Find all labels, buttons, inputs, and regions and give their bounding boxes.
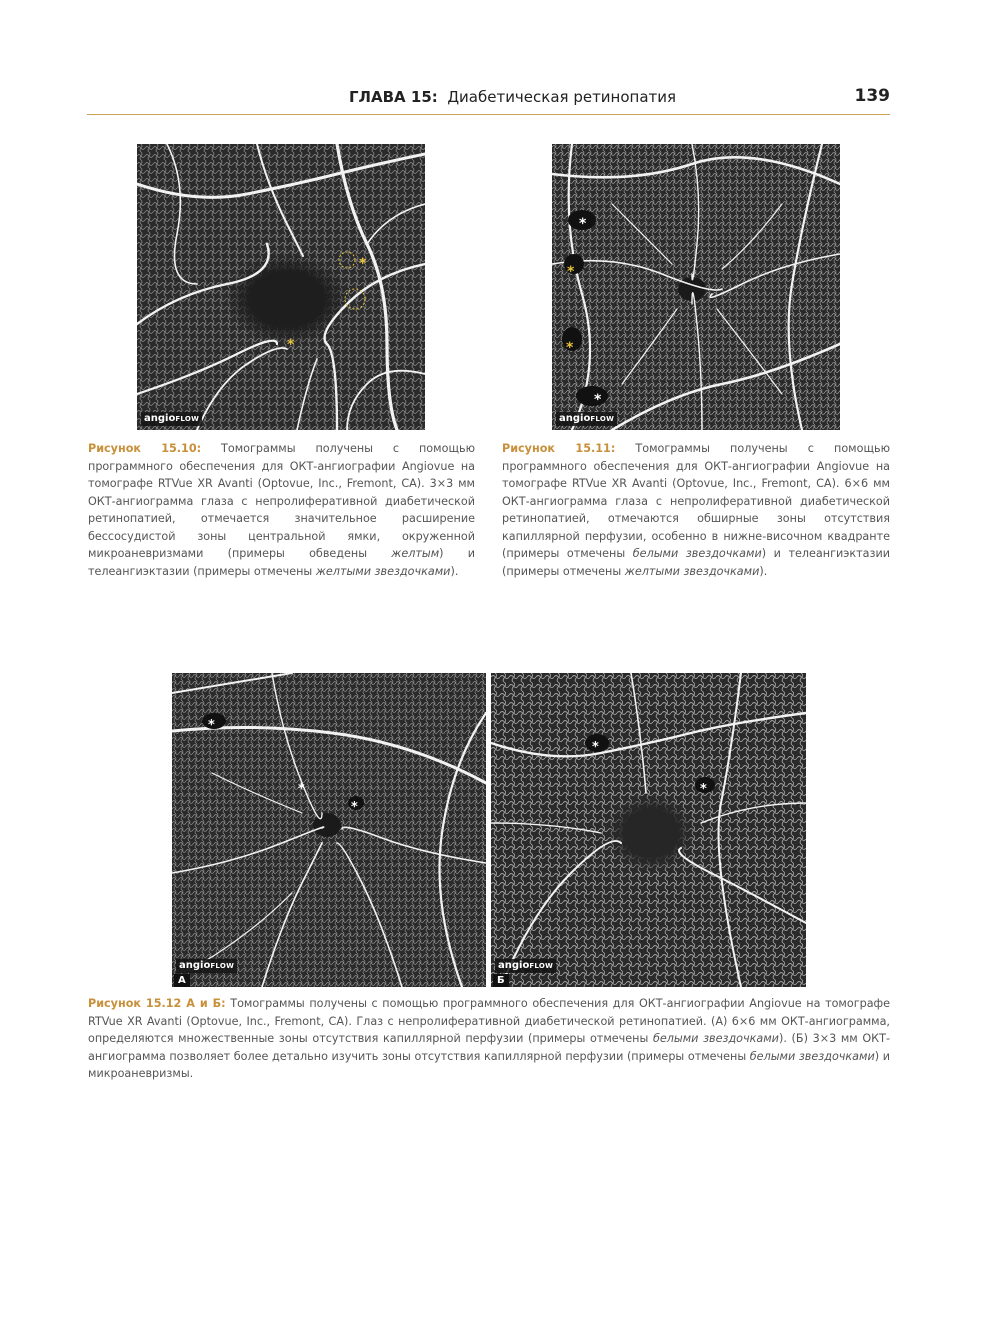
yellow-star-marker: * — [287, 337, 295, 353]
white-star-marker: * — [594, 392, 602, 408]
white-star-marker: * — [700, 782, 707, 797]
yellow-star-marker: * — [567, 264, 575, 280]
figure-15-10-image — [137, 144, 425, 430]
white-star-marker: * — [579, 216, 587, 232]
running-header — [87, 86, 890, 115]
figure-15-10-caption: Рисунок 15.10: Томограммы получены с помощью программного обеспечения для ОКТ-ангиографии Angiovue на томографе RTVue XR Avanti (Optovue, Inc., Fremont, CA). 3×3 мм ОКТ-ангиограмма глаза с непролиферативной диабетической ретинопатией, отмечается значительное расширение бессосудистой зоны центральной ямки, окруженной микроаневризмами (примеры обведены желтым) и телеангиэктазии (примеры отмечены желтыми звездочками). — [88, 442, 475, 578]
white-star-marker: * — [298, 782, 305, 797]
figure-15-12-caption: Рисунок 15.12 А и Б: Томограммы получены с помощью программного обеспечения для ОКТ-ангиографии Angiovue на томографе RTVue XR Avanti (Optovue, Inc., Fremont, CA). Глаз с непролиферативной диабетической ретинопатией. (А) 6×6 мм ОКТ-ангиограмма, определяются множественные зоны отсутствия капиллярной перфузии (примеры отмечены белыми звездочками). (Б) 3×3 мм ОКТ-ангиограмма позволяет более детально изучить зоны отсутствия капиллярной перфузии (примеры отмечены белыми звездочками) и микроаневризмы. — [88, 997, 890, 1080]
figure-label: Рисунок 15.12 А и Б: — [88, 997, 226, 1010]
yellow-star-marker: * — [359, 256, 367, 272]
angioflow-logo: angioFLOW — [495, 959, 556, 973]
page-number: 139 — [854, 86, 890, 106]
angiogram-6x6 — [552, 144, 840, 430]
figure-15-12b-image — [491, 673, 806, 987]
panel-label-b: Б — [493, 974, 509, 987]
angioflow-logo: angioFLOW — [176, 959, 237, 973]
white-star-marker: * — [351, 800, 358, 815]
figure-15-11-caption: Рисунок 15.11: Томограммы получены с помощью программного обеспечения для ОКТ-ангиографии Angiovue на томографе RTVue XR Avanti (Optovue, Inc., Fremont, CA). 6×6 мм ОКТ-ангиограмма глаза с непролиферативной диабетической ретинопатией, отмечаются обширные зоны отсутствия капиллярной перфузии, особенно в нижне-височном квадранте (примеры отмечены белыми звездочками) и телеангиэктазии (примеры отмечены желтыми звездочками). — [502, 442, 891, 578]
yellow-star-marker: * — [566, 340, 574, 356]
angiogram-3x3 — [137, 144, 425, 430]
chapter-title: ГЛАВА 15: Диабетическая ретинопатия — [349, 88, 677, 106]
angioflow-logo: angioFLOW — [556, 412, 617, 426]
angiogram-6x6-panel-a — [172, 673, 486, 987]
figure-label: Рисунок 15.11: — [502, 442, 616, 455]
panel-label-a: А — [174, 974, 190, 987]
angiogram-3x3-panel-b — [491, 673, 806, 987]
figure-15-12a-image — [172, 673, 486, 987]
figure-label: Рисунок 15.10: — [88, 442, 202, 455]
angioflow-logo: angioFLOW — [141, 412, 202, 426]
figure-15-11-image — [552, 144, 840, 430]
white-star-marker: * — [208, 718, 215, 733]
white-star-marker: * — [592, 740, 599, 755]
